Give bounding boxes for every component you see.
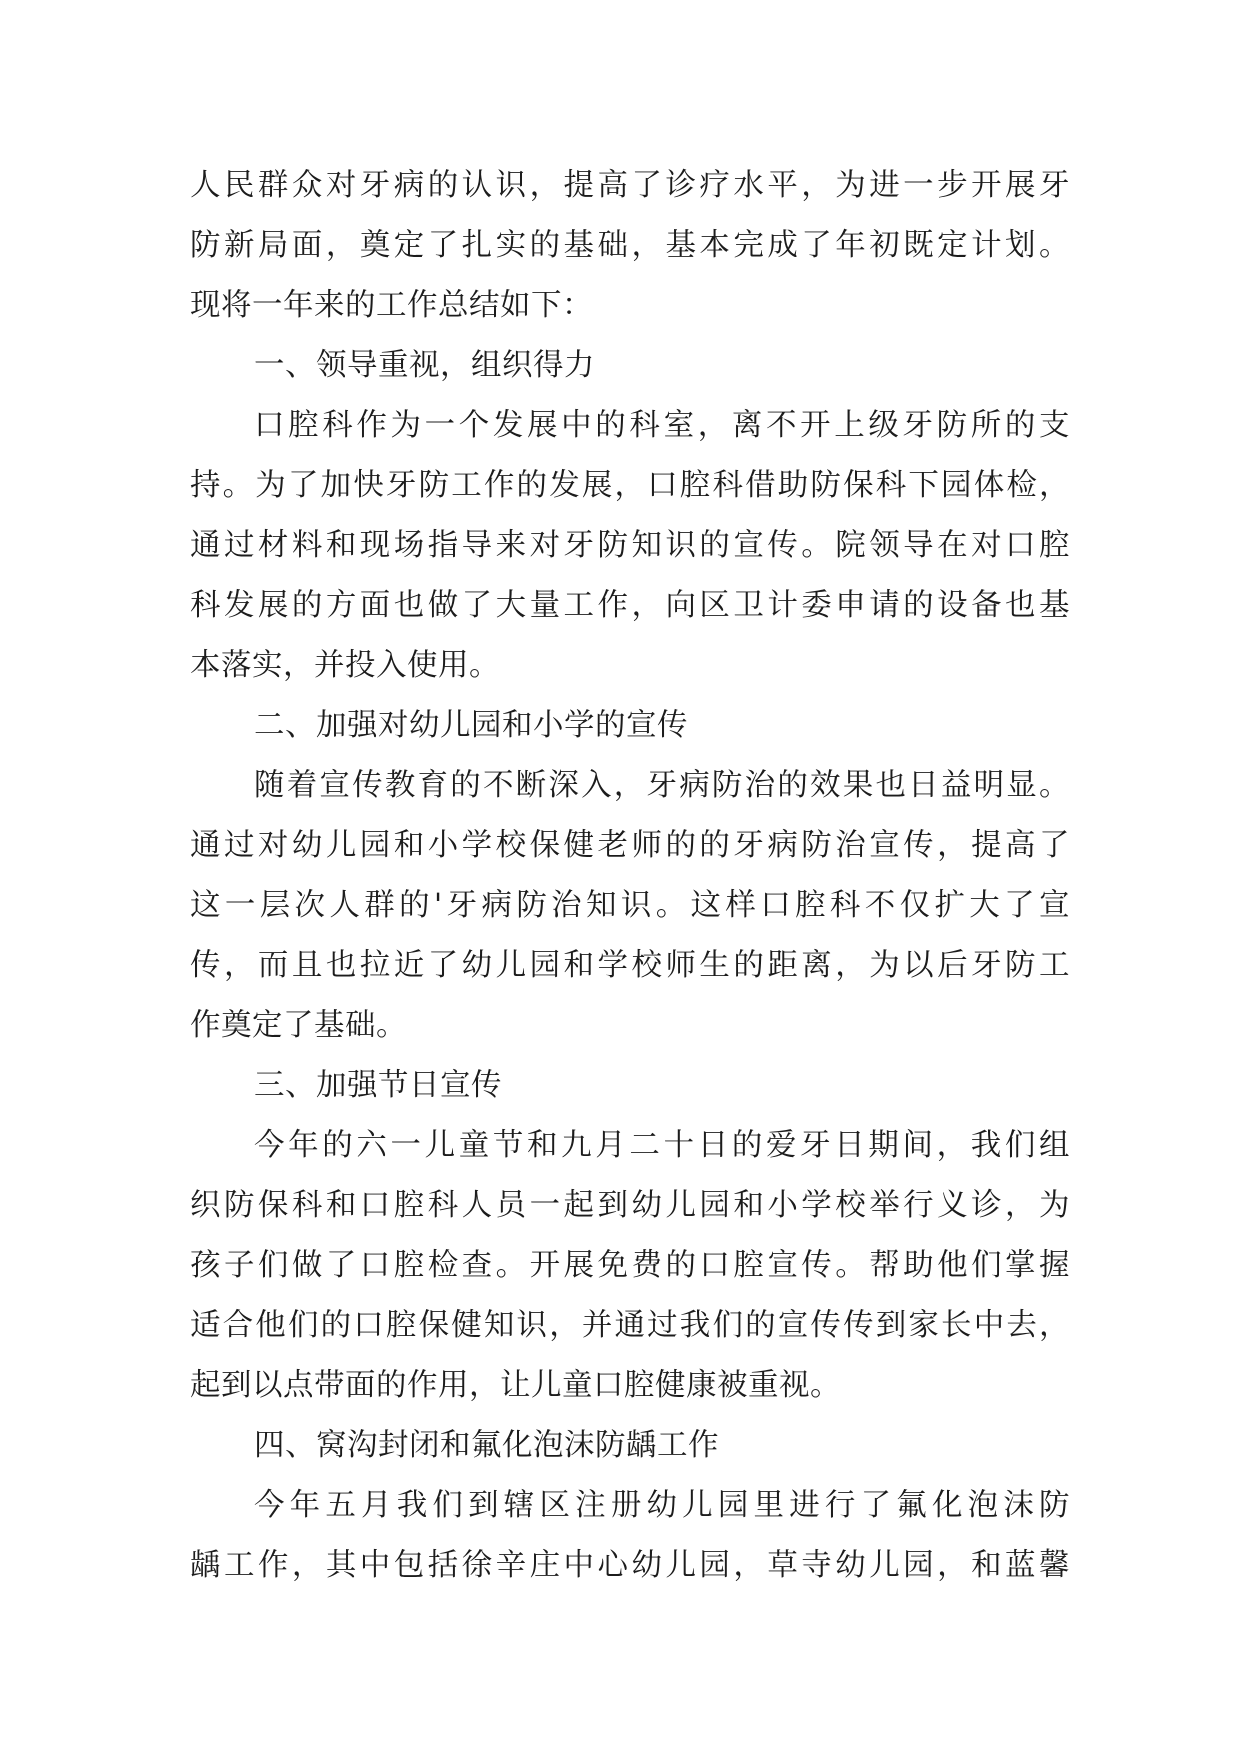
paragraph-line: 织防保科和口腔科人员一起到幼儿园和小学校举行义诊，为	[190, 1188, 1070, 1223]
paragraph-line: 科发展的方面也做了大量工作，向区卫计委申请的设备也基	[190, 588, 1070, 623]
paragraph-line: 今年五月我们到辖区注册幼儿园里进行了氟化泡沫防	[254, 1488, 1070, 1523]
paragraph-line: 今年的六一儿童节和九月二十日的爱牙日期间，我们组	[254, 1128, 1070, 1163]
paragraph-line: 通过对幼儿园和小学校保健老师的的牙病防治宣传，提高了	[190, 828, 1070, 863]
paragraph-line: 本落实，并投入使用。	[190, 648, 500, 683]
paragraph-line: 适合他们的口腔保健知识，并通过我们的宣传传到家长中去，	[190, 1308, 1070, 1343]
paragraph-line: 现将一年来的工作总结如下：	[190, 288, 593, 323]
section-heading-2: 二、加强对幼儿园和小学的宣传	[254, 708, 688, 743]
paragraph-line: 这一层次人群的'牙病防治知识。这样口腔科不仅扩大了宣	[190, 888, 1070, 923]
section-heading-3: 三、加强节日宣传	[254, 1068, 502, 1103]
paragraph-line: 人民群众对牙病的认识，提高了诊疗水平，为进一步开展牙	[190, 168, 1070, 203]
paragraph-line: 龋工作，其中包括徐辛庄中心幼儿园，草寺幼儿园，和蓝馨	[190, 1548, 1070, 1583]
paragraph-line: 随着宣传教育的不断深入，牙病防治的效果也日益明显。	[254, 768, 1070, 803]
paragraph-line: 通过材料和现场指导来对牙防知识的宣传。院领导在对口腔	[190, 528, 1070, 563]
section-heading-4: 四、窝沟封闭和氟化泡沫防龋工作	[254, 1428, 719, 1463]
paragraph-line: 传，而且也拉近了幼儿园和学校师生的距离，为以后牙防工	[190, 948, 1070, 983]
paragraph-line: 口腔科作为一个发展中的科室，离不开上级牙防所的支	[254, 408, 1070, 443]
paragraph-line: 持。为了加快牙防工作的发展，口腔科借助防保科下园体检，	[190, 468, 1070, 503]
paragraph-line: 防新局面，奠定了扎实的基础，基本完成了年初既定计划。	[190, 228, 1070, 263]
paragraph-line: 孩子们做了口腔检查。开展免费的口腔宣传。帮助他们掌握	[190, 1248, 1070, 1283]
paragraph-line: 起到以点带面的作用，让儿童口腔健康被重视。	[190, 1368, 841, 1403]
document-body	[190, 156, 1070, 1596]
paragraph-line: 作奠定了基础。	[190, 1008, 407, 1043]
section-heading-1: 一、领导重视，组织得力	[254, 348, 595, 383]
